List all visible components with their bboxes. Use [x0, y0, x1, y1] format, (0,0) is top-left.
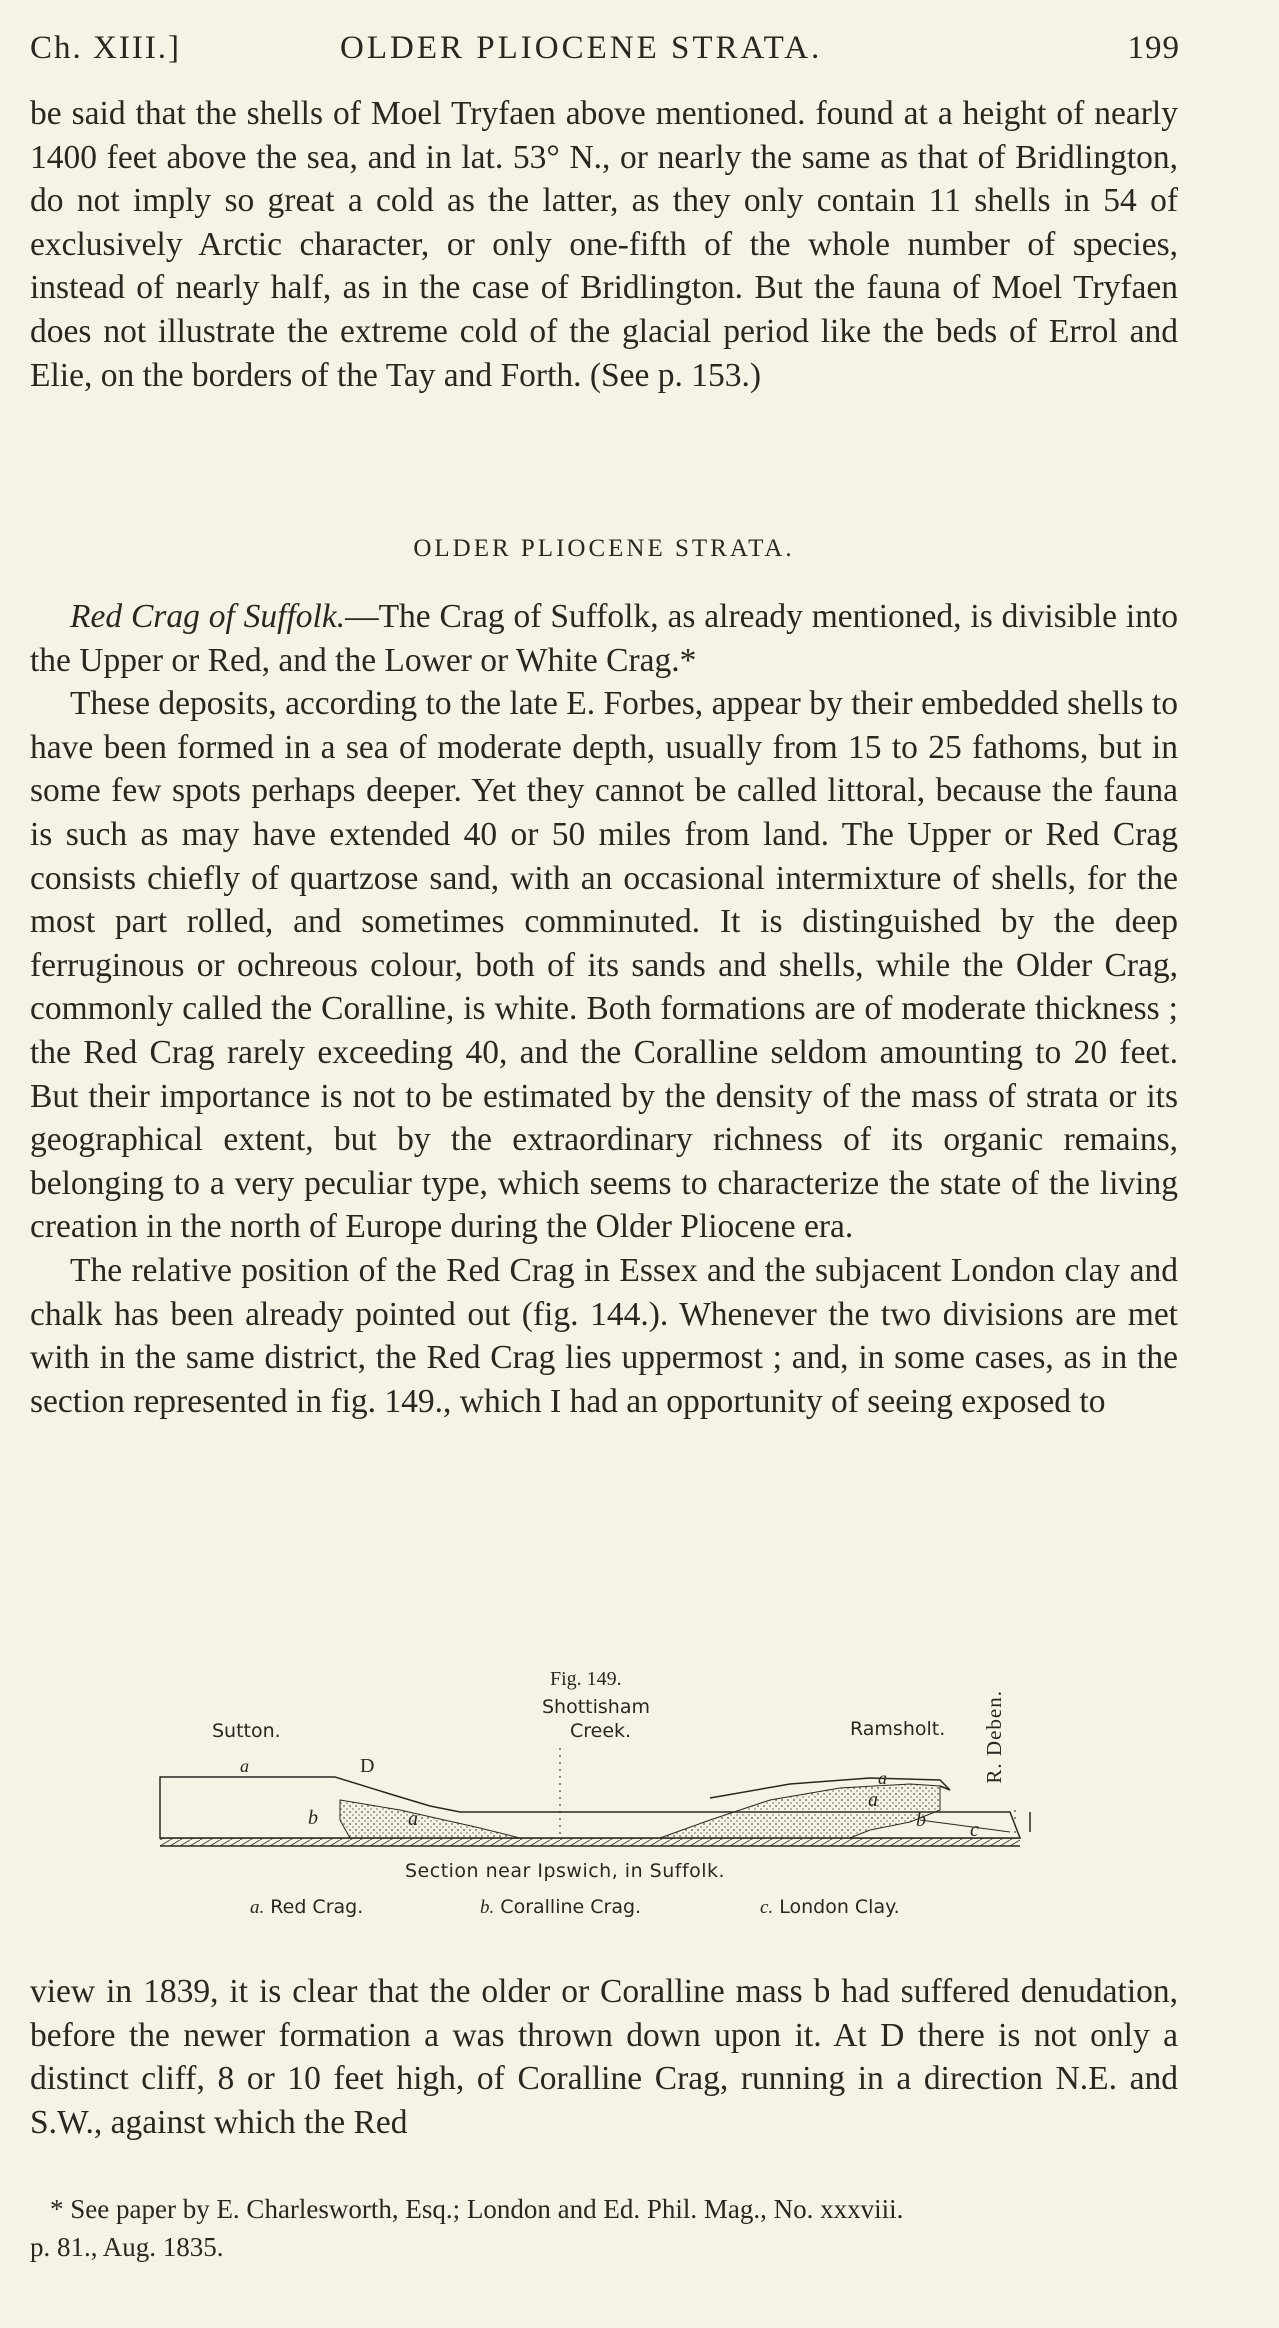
footnote-line: * See paper by E. Charlesworth, Esq.; London and Ed. Phil. Mag., No. xxxviii.	[50, 2194, 904, 2224]
label-sutton: Sutton.	[212, 1720, 281, 1742]
label-a-left: a	[240, 1756, 249, 1776]
label-d: D	[360, 1755, 375, 1777]
legend-label: London Clay.	[779, 1896, 900, 1918]
paragraph-text: —The Crag of Suffolk, as already mentioned, is divisible into the Upper or Red, and the Lower or White Crag.*	[30, 598, 1179, 679]
page-header	[30, 30, 1180, 74]
paragraph-deposits: These deposits, according to the late E. Forbes, appear by their embedded shells to have been formed in a sea of moderate depth, usually from 15 to 25 fathoms, but in some few spots perhaps deeper. Yet they cannot be called littoral, because the fauna is such as may have extended 40 or 50 miles from land. The Upper or Red Crag consists chiefly of quartzose sand, with an occasional intermixture of shells, for the most part rolled, and sometimes comminuted. It is distinguished by the deep ferruginous or ochreous colour, both of its sands and shells, while the Older Crag, commonly called the Coralline, is white. Both formations are of moderate thickness ; the Red Crag rarely exceeding 40, and the Coralline seldom amounting to 20 feet. But their importance is not to be estimated by the density of the mass of strata or its geographical extent, but by the extraordinary richness of its organic remains, belonging to a very peculiar type, which seems to characterize the state of the living creation in the north of Europe during the Older Pliocene era.	[30, 685, 1178, 1246]
label-ramsholt: Ramsholt.	[850, 1718, 946, 1740]
page-number: 199	[1127, 30, 1180, 66]
label-a-right: a	[868, 1789, 878, 1811]
label-a-inset: a	[408, 1808, 418, 1830]
legend-key: a.	[250, 1897, 265, 1918]
figure-149	[150, 1660, 1050, 1930]
legend-key: c.	[760, 1897, 774, 1918]
paragraph-lead: Red Crag of Suffolk.	[70, 598, 346, 635]
chapter-label: Ch. XIII.]	[30, 30, 182, 66]
continued-paragraph-bottom	[30, 1970, 1178, 2144]
label-b-left: b	[308, 1807, 318, 1829]
running-title: OLDER PLIOCENE STRATA.	[340, 30, 823, 66]
label-b-right: b	[916, 1809, 926, 1831]
paragraph-text: be said that the shells of Moel Tryfaen above mentioned. found at a height of nearly 1400 feet above the sea, and in lat. 53° N., or nearly the same as that of Bridlington, do not imply so great a cold as the latter, as they only contain 11 shells in 54 of exclusively Arctic character, or only one-fifth of the whole number of species, instead of nearly half, as in the case of Bridlington. But the fauna of Moel Tryfaen does not illustrate the extreme cold of the glacial period like the beds of Errol and Elie, on the borders of the Tay and Forth. (See p. 153.)	[30, 95, 1178, 394]
footnote-line: p. 81., Aug. 1835.	[30, 2232, 224, 2262]
paragraph-red-crag	[30, 595, 1178, 682]
label-shottisham: Shottisham	[542, 1696, 650, 1718]
legend-london-clay	[760, 1896, 900, 1919]
footnote	[30, 2190, 1178, 2266]
continued-paragraph	[30, 92, 1178, 397]
legend-label: Coralline Crag.	[500, 1896, 642, 1918]
legend-label: Red Crag.	[270, 1896, 364, 1918]
figure-caption: Section near Ipswich, in Suffolk.	[405, 1860, 726, 1882]
legend-red-crag	[250, 1896, 363, 1919]
label-c: c	[970, 1819, 979, 1841]
label-a-top: a	[878, 1768, 887, 1788]
label-river-deben: R. Deben.	[982, 1690, 1006, 1784]
label-creek: Creek.	[570, 1720, 632, 1742]
paragraph-text: view in 1839, it is clear that the older or Coralline mass b had suffered denudation, before the newer formation a was thrown down upon it. At D there is not only a distinct cliff, 8 or 10 feet high, of Coralline Crag, running in a direction N.E. and S.W., against which the Red	[30, 1973, 1178, 2141]
section-heading: OLDER PLIOCENE STRATA.	[413, 535, 795, 562]
london-clay-band	[160, 1838, 1020, 1846]
figure-title: Fig. 149.	[550, 1668, 622, 1690]
paragraph-relative-position: The relative position of the Red Crag in Essex and the subjacent London clay and chalk has been already pointed out (fig. 144.). Whenever the two divisions are met with in the same district, the Red Crag lies uppermost ; and, in some cases, as in the section represented in fig. 149., which I had an opportunity of seeing exposed to	[30, 1251, 1178, 1420]
legend-coralline-crag	[480, 1896, 641, 1919]
legend-key: b.	[480, 1897, 495, 1918]
section-body	[30, 595, 1178, 1423]
